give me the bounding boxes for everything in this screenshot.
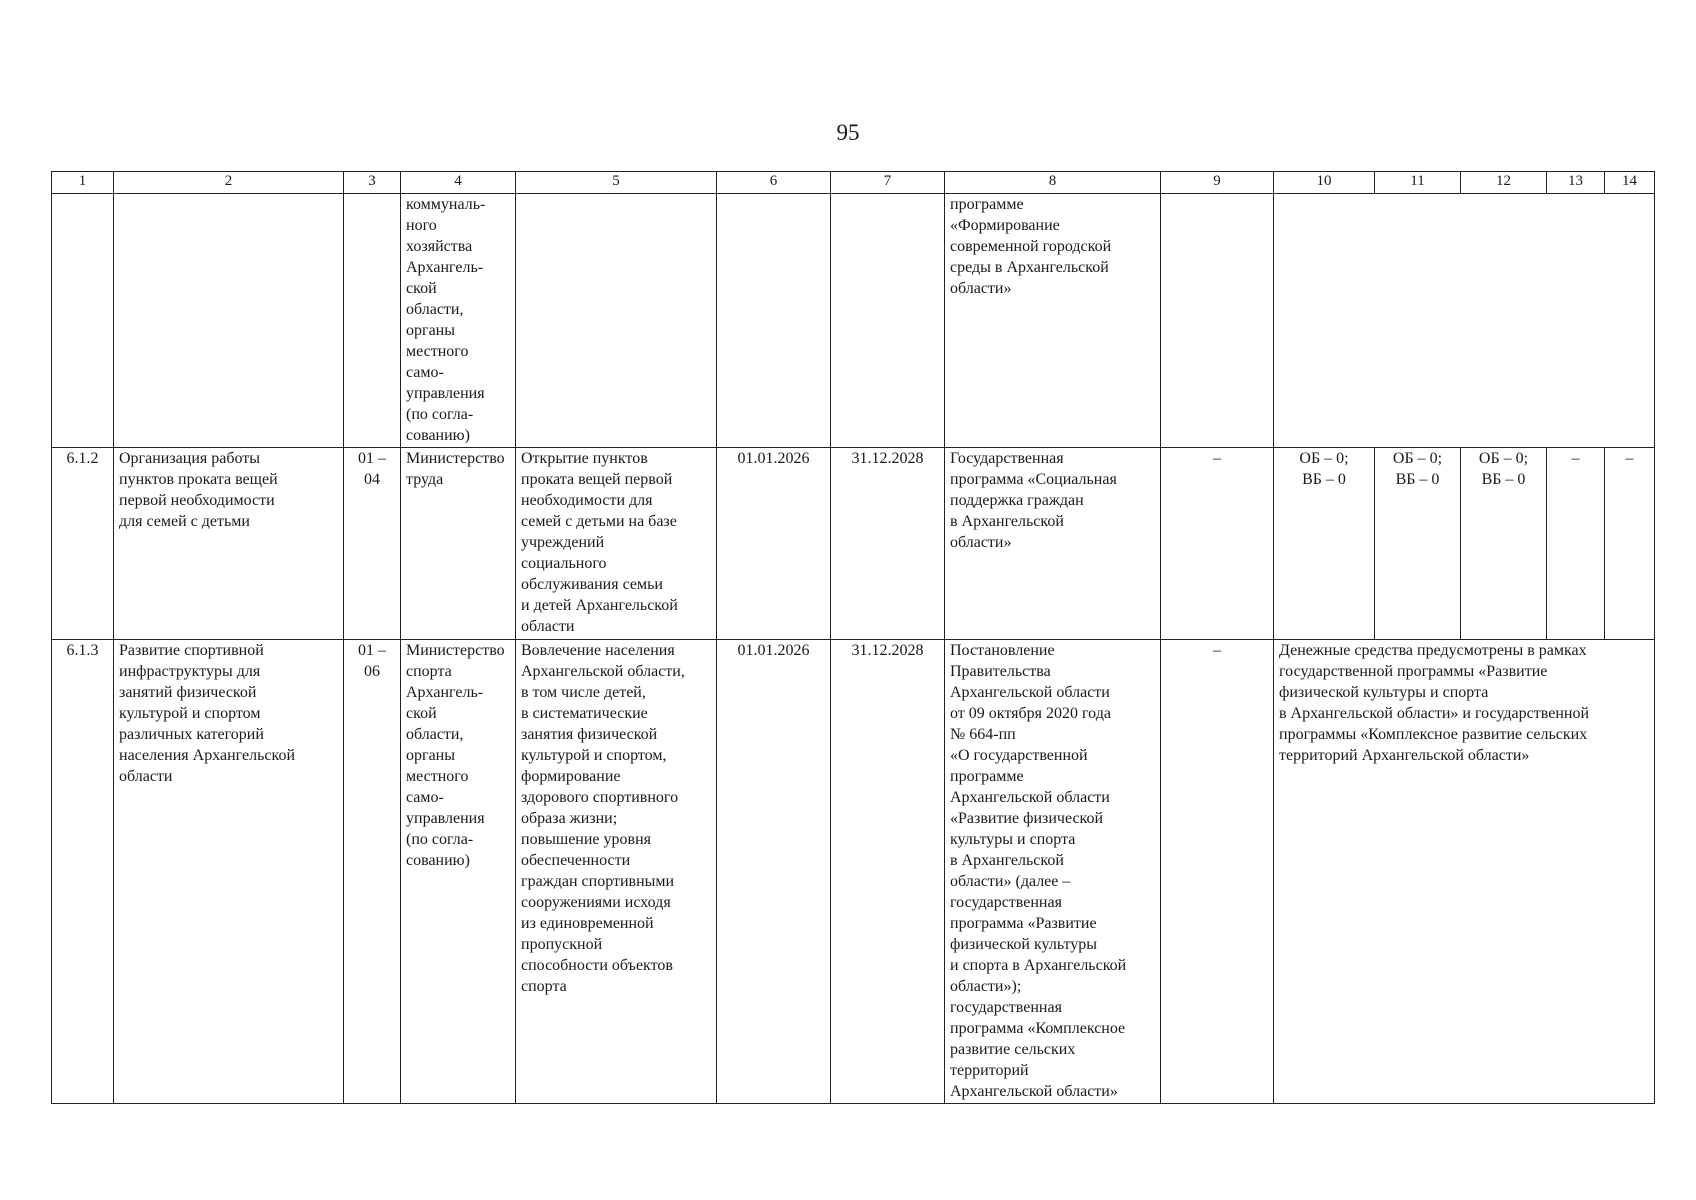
header-col-8: 8: [945, 172, 1161, 194]
cell-executor: коммуналь- ного хозяйства Архангель- ской области, органы местного само- управления (по согла- сованию): [401, 194, 516, 448]
cell-end-date: 31.12.2028: [831, 640, 945, 1104]
cell-document: Государственная программа «Социальная поддержка граждан в Архангельской области»: [945, 448, 1161, 640]
cell-col-9: [1161, 194, 1274, 448]
header-col-3: 3: [344, 172, 401, 194]
page-number: 95: [836, 120, 860, 145]
header-col-9: 9: [1161, 172, 1274, 194]
cell-col-13: –: [1547, 448, 1605, 640]
cell-start-date: 01.01.2026: [717, 640, 831, 1104]
cell-activity: [114, 194, 344, 448]
cell-col-9: –: [1161, 448, 1274, 640]
cell-document: программе «Формирование современной городской среды в Архангельской области»: [945, 194, 1161, 448]
header-col-5: 5: [516, 172, 717, 194]
cell-start-date: 01.01.2026: [717, 448, 831, 640]
cell-col-10: ОБ – 0; ВБ – 0: [1274, 448, 1375, 640]
cell-col-11: ОБ – 0; ВБ – 0: [1375, 448, 1461, 640]
cell-end-date: [831, 194, 945, 448]
header-col-2: 2: [114, 172, 344, 194]
header-col-13: 13: [1547, 172, 1605, 194]
cell-activity: Организация работы пунктов проката вещей первой необходимости для семей с детьми: [114, 448, 344, 640]
table-row-6-1-2: [52, 448, 1655, 640]
cell-number: 6.1.2: [52, 448, 114, 640]
header-col-12: 12: [1461, 172, 1547, 194]
cell-end-date: 31.12.2028: [831, 448, 945, 640]
header-col-14: 14: [1605, 172, 1655, 194]
cell-document: Постановление Правительства Архангельской области от 09 октября 2020 года № 664-пп «О государственной программе Архангельской области «Развитие физической культуры и спорта в Архангельской области» (далее – государственная программа «Развитие физической культуры и спорта в Архангельской области»); государственная программа «Комплексное развитие сельских территорий Архангельской области»: [945, 640, 1161, 1104]
cell-period: 01 – 06: [344, 640, 401, 1104]
cell-number: 6.1.3: [52, 640, 114, 1104]
header-col-6: 6: [717, 172, 831, 194]
header-col-7: 7: [831, 172, 945, 194]
header-col-11: 11: [1375, 172, 1461, 194]
header-col-4: 4: [401, 172, 516, 194]
cell-activity: Развитие спортивной инфраструктуры для занятий физической культурой и спортом различных категорий населения Архангельской области: [114, 640, 344, 1104]
cell-period: 01 – 04: [344, 448, 401, 640]
cell-result: Вовлечение населения Архангельской области, в том числе детей, в систематические занятия физической культурой и спортом, формирование здорового спортивного образа жизни; повышение уровня обеспеченности граждан спортивными сооружениями исходя из единовременной пропускной способности объектов спорта: [516, 640, 717, 1104]
table-row-continuation: [52, 194, 1655, 448]
column-number-header: [52, 172, 1655, 194]
cell-result: [516, 194, 717, 448]
cell-col-12: ОБ – 0; ВБ – 0: [1461, 448, 1547, 640]
header-col-10: 10: [1274, 172, 1375, 194]
cell-col-9: –: [1161, 640, 1274, 1104]
header-col-1: 1: [52, 172, 114, 194]
cell-executor: Министерство труда: [401, 448, 516, 640]
cell-start-date: [717, 194, 831, 448]
cell-number: [52, 194, 114, 448]
table-row-6-1-3: [52, 640, 1655, 1104]
cell-funding-note: Денежные средства предусмотрены в рамках государственной программы «Развитие физической культуры и спорта в Архангельской области» и государственной программы «Комплексное развитие сельских территорий Архангельской области»: [1274, 640, 1655, 1104]
cell-executor: Министерство спорта Архангель- ской области, органы местного само- управления (по согла- сованию): [401, 640, 516, 1104]
cell-result: Открытие пунктов проката вещей первой необходимости для семей с детьми на базе учреждений социального обслуживания семьи и детей Архангельской области: [516, 448, 717, 640]
cell-col-14: –: [1605, 448, 1655, 640]
cell-funding-merged: [1274, 194, 1655, 448]
cell-period: [344, 194, 401, 448]
program-table: [51, 171, 1655, 1104]
